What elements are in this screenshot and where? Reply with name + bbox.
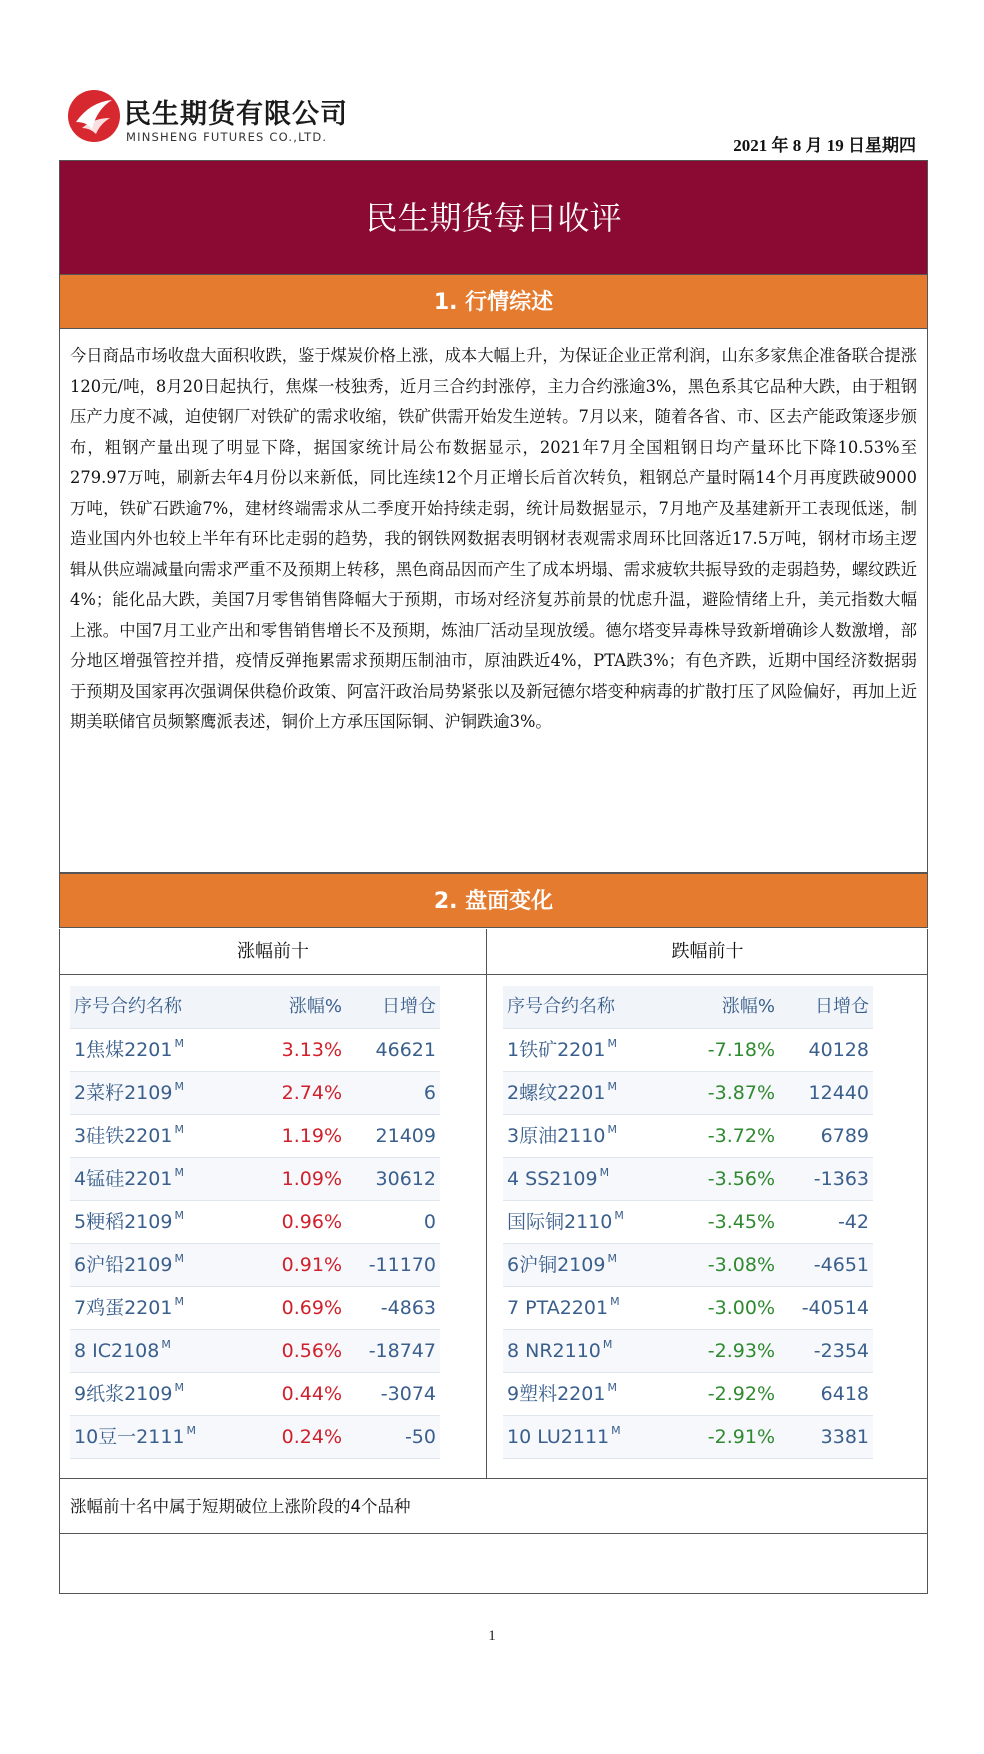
main-contract-marker: M [174, 1166, 184, 1179]
main-contract-marker: M [611, 1424, 621, 1437]
contract-label: 10 LU2111 [507, 1426, 610, 1448]
contract-name [507, 1416, 621, 1458]
company-name-cn: 民生期货有限公司 [124, 99, 348, 130]
table-row [70, 1029, 440, 1072]
open-interest-change: -4863 [380, 1297, 436, 1319]
report-title: 民生期货每日收评 [59, 160, 928, 275]
table-row [70, 1115, 440, 1158]
contract-name [74, 1158, 184, 1200]
table-row [503, 1373, 873, 1416]
table-row [70, 1072, 440, 1115]
contract-label: 10豆一2111 [74, 1426, 185, 1448]
open-interest-change: -42 [837, 1211, 869, 1233]
table-row [70, 1373, 440, 1416]
open-interest-change: -1363 [813, 1168, 869, 1190]
contract-label: 1铁矿2201 [507, 1039, 606, 1061]
change-pct: 3.13% [281, 1039, 342, 1061]
contract-name [507, 1029, 617, 1071]
change-pct: -3.72% [707, 1125, 775, 1147]
table-row [70, 1244, 440, 1287]
contract-label: 6沪铜2109 [507, 1254, 606, 1276]
contract-name [74, 1330, 171, 1372]
change-pct: 1.09% [281, 1168, 342, 1190]
contract-name [507, 1287, 620, 1329]
change-pct: 0.56% [281, 1340, 342, 1362]
contract-label: 9纸浆2109 [74, 1383, 173, 1405]
market-overview-text: 今日商品市场收盘大面积收跌，鉴于煤炭价格上涨，成本大幅上升，为保证企业正常利润，山东多家焦企准备联合提涨120元/吨，8月20日起执行，焦煤一枝独秀，近月三合约封涨停，主力合约涨逾3%，黑色系其它品种大跌，由于粗钢压产力度不减，迫使钢厂对铁矿的需求收缩，铁矿供需开始发生逆转。7月以来，随着各省、市、区去产能政策逐步颁布，粗钢产量出现了明显下降，据国家统计局公布数据显示，2021年7月全国粗钢日均产量环比下降10.53%至279.97万吨，刷新去年4月份以来新低，同比连续12个月正增长后首次转负，粗钢总产量时隔14个月再度跌破9000万吨，铁矿石跌逾7%，建材终端需求从二季度开始持续走弱，统计局数据显示，7月地产及基建新开工表现低迷，制造业国内外也较上半年有环比走弱的趋势，我的钢铁网数据表明钢材表观需求周环比回落近17.5万吨，钢材市场主逻辑从供应端减量向需求严重不及预期上转移，黑色商品因而产生了成本坍塌、需求疲软共振导致的走弱趋势，螺纹跌近4%；能化品大跌，美国7月零售销售降幅大于预期，市场对经济复苏前景的忧虑升温，避险情绪上升，美元指数大幅上涨。中国7月工业产出和零售销售增长不及预期，炼油厂活动呈现放缓。德尔塔变异毒株导致新增确诊人数激增，部分地区增强管控并措，疫情反弹拖累需求预期压制油市，原油跌近4%，PTA跌3%；有色齐跌，近期中国经济数据弱于预期及国家再次强调保供稳价政策、阿富汗政治局势紧张以及新冠德尔塔变种病毒的扩散打压了风险偏好，再加上近期美联储官员频繁鹰派表述，铜价上方承压国际铜、沪铜跌逾3%。 [59, 329, 928, 873]
open-interest-change: -3074 [380, 1383, 436, 1405]
contract-label: 2螺纹2201 [507, 1082, 606, 1104]
change-pct: -7.18% [707, 1039, 775, 1061]
open-interest-change: -4651 [813, 1254, 869, 1276]
open-interest-change: 46621 [375, 1039, 436, 1061]
open-interest-change: -50 [404, 1426, 436, 1448]
header-oi: 日增仓 [815, 996, 869, 1017]
contract-label: 7 PTA2201 [507, 1297, 609, 1319]
table-row [503, 1072, 873, 1115]
table-row [503, 1201, 873, 1244]
header-name: 序号合约名称 [507, 996, 615, 1017]
change-pct: 0.24% [281, 1426, 342, 1448]
change-pct: -3.45% [707, 1211, 775, 1233]
contract-label: 国际铜2110 [507, 1211, 613, 1233]
change-pct: 2.74% [281, 1082, 342, 1104]
header-name: 序号合约名称 [74, 996, 182, 1017]
header-oi: 日增仓 [382, 996, 436, 1017]
main-contract-marker: M [174, 1080, 184, 1093]
main-contract-marker: M [161, 1338, 171, 1351]
open-interest-change: 6418 [820, 1383, 869, 1405]
contract-label: 8 NR2110 [507, 1340, 601, 1362]
page-number: 1 [488, 1628, 496, 1644]
open-interest-change: -18747 [368, 1340, 436, 1362]
contract-label: 3原油2110 [507, 1125, 606, 1147]
contract-name [74, 1244, 184, 1286]
change-pct: 1.19% [281, 1125, 342, 1147]
contract-name [74, 1416, 196, 1458]
open-interest-change: 6789 [820, 1125, 869, 1147]
table-row [503, 1416, 873, 1459]
open-interest-change: 40128 [808, 1039, 869, 1061]
change-pct: -3.00% [707, 1297, 775, 1319]
header-pct: 涨幅% [721, 996, 775, 1017]
contract-label: 5粳稻2109 [74, 1211, 173, 1233]
contract-name [507, 1072, 617, 1114]
report-date: 2021 年 8 月 19 日星期四 [733, 136, 916, 155]
contract-label: 1焦煤2201 [74, 1039, 173, 1061]
table-row [503, 1330, 873, 1373]
losers-title: 跌幅前十 [487, 929, 928, 975]
contract-name [507, 1201, 624, 1243]
change-pct: 0.91% [281, 1254, 342, 1276]
contract-label: 2菜籽2109 [74, 1082, 173, 1104]
table-row [70, 1330, 440, 1373]
gainers-table [70, 986, 440, 1459]
change-pct: 0.96% [281, 1211, 342, 1233]
main-contract-marker: M [607, 1037, 617, 1050]
open-interest-change: 12440 [808, 1082, 869, 1104]
losers-table [503, 986, 873, 1459]
main-contract-marker: M [610, 1295, 620, 1308]
open-interest-change: 21409 [375, 1125, 436, 1147]
table-row [503, 1029, 873, 1072]
contract-name [507, 1373, 617, 1415]
contract-name [507, 1244, 617, 1286]
main-contract-marker: M [614, 1209, 624, 1222]
table-row [70, 1416, 440, 1459]
open-interest-change: 30612 [375, 1168, 436, 1190]
company-logo [66, 86, 366, 152]
change-pct: -3.87% [707, 1082, 775, 1104]
main-contract-marker: M [607, 1381, 617, 1394]
empty-cell [59, 1534, 928, 1594]
main-contract-marker: M [174, 1295, 184, 1308]
open-interest-change: -40514 [801, 1297, 869, 1319]
main-contract-marker: M [607, 1123, 617, 1136]
main-contract-marker: M [602, 1338, 613, 1351]
main-contract-marker: M [607, 1252, 617, 1265]
open-interest-change: 6 [423, 1082, 436, 1104]
open-interest-change: -11170 [368, 1254, 436, 1276]
rankings-panel [59, 929, 928, 1479]
table-row [70, 1201, 440, 1244]
main-contract-marker: M [607, 1080, 617, 1093]
table-row [503, 1287, 873, 1330]
table-row [70, 1158, 440, 1201]
main-contract-marker: M [599, 1166, 610, 1179]
contract-label: 4锰硅2201 [74, 1168, 173, 1190]
main-contract-marker: M [186, 1424, 197, 1437]
contract-label: 6沪铅2109 [74, 1254, 173, 1276]
main-contract-marker: M [174, 1381, 184, 1394]
change-pct: -2.92% [707, 1383, 775, 1405]
section-heading-market-changes: 2. 盘面变化 [59, 873, 928, 928]
gainers-title: 涨幅前十 [60, 929, 486, 975]
breakout-note: 涨幅前十名中属于短期破位上涨阶段的4个品种 [59, 1479, 928, 1534]
open-interest-change: 0 [423, 1211, 436, 1233]
main-contract-marker: M [174, 1123, 184, 1136]
contract-name [74, 1115, 184, 1157]
table-header [503, 986, 873, 1029]
open-interest-change: 3381 [820, 1426, 869, 1448]
contract-name [507, 1330, 612, 1372]
section-heading-market-overview: 1. 行情综述 [59, 274, 928, 329]
main-contract-marker: M [174, 1252, 184, 1265]
table-row [503, 1244, 873, 1287]
table-row [70, 1287, 440, 1330]
change-pct: 0.69% [281, 1297, 342, 1319]
change-pct: -2.93% [707, 1340, 775, 1362]
change-pct: -2.91% [707, 1426, 775, 1448]
table-header [70, 986, 440, 1029]
table-row [503, 1158, 873, 1201]
contract-label: 8 IC2108 [74, 1340, 160, 1362]
change-pct: -3.08% [707, 1254, 775, 1276]
change-pct: -3.56% [707, 1168, 775, 1190]
contract-label: 7鸡蛋2201 [74, 1297, 173, 1319]
header-pct: 涨幅% [288, 996, 342, 1017]
column-divider [486, 929, 487, 1478]
contract-name [74, 1072, 184, 1114]
company-name-en: MINSHENG FUTURES CO.,LTD. [126, 130, 328, 144]
contract-name [74, 1029, 184, 1071]
contract-name [74, 1373, 184, 1415]
minsheng-logo-icon [66, 88, 122, 144]
contract-label: 3硅铁2201 [74, 1125, 173, 1147]
table-row [503, 1115, 873, 1158]
contract-name [74, 1287, 184, 1329]
main-contract-marker: M [174, 1209, 184, 1222]
contract-name [507, 1115, 617, 1157]
contract-name [74, 1201, 184, 1243]
contract-label: 4 SS2109 [507, 1168, 598, 1190]
main-contract-marker: M [174, 1037, 184, 1050]
contract-label: 9塑料2201 [507, 1383, 606, 1405]
open-interest-change: -2354 [813, 1340, 869, 1362]
contract-name [507, 1158, 609, 1200]
change-pct: 0.44% [281, 1383, 342, 1405]
